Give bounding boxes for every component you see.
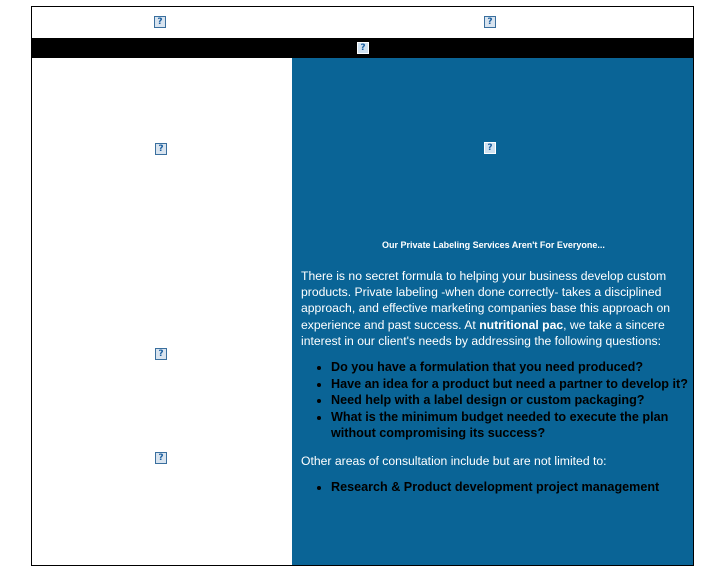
broken-image-icon[interactable]: ? <box>357 42 369 54</box>
list-item: • What is the minimum budget needed to execute the plan without compromising its success? <box>331 409 689 442</box>
section-headline: Our Private Labeling Services Aren't For Everyone... <box>382 240 605 250</box>
content-panel <box>292 58 694 566</box>
broken-image-icon: ? <box>154 16 166 28</box>
broken-image-icon: ? <box>484 16 496 28</box>
list-item: • Need help with a label design or custom packaging? <box>331 392 689 409</box>
questions-list <box>301 359 689 442</box>
body-copy <box>301 268 689 496</box>
intro-paragraph: There is no secret formula to helping your business develop custom products. Private labeling -when done correctly- takes a disciplined approach, and effective marketing companies base this approach on experience and past success. At nutritional pac, we take a sincere interest in our client's needs by addressing the following questions: <box>301 269 671 348</box>
list-item: • Have an idea for a product but need a partner to develop it? <box>331 376 689 393</box>
broken-image-icon: ? <box>155 452 167 464</box>
navigation-bar <box>32 38 693 58</box>
broken-image-icon: ? <box>155 348 167 360</box>
page-frame <box>31 6 694 566</box>
left-sidebar <box>32 58 292 566</box>
other-areas-intro: Other areas of consultation include but are not limited to: <box>301 453 607 468</box>
broken-image-icon: ? <box>484 142 496 154</box>
header-row <box>32 7 693 38</box>
broken-image-icon: ? <box>155 143 167 155</box>
brand-name: nutritional pac <box>479 317 564 332</box>
list-item: • Research & Product development project management <box>331 479 689 496</box>
list-item: • Do you have a formulation that you need produced? <box>331 359 689 376</box>
other-areas-list <box>301 479 689 496</box>
